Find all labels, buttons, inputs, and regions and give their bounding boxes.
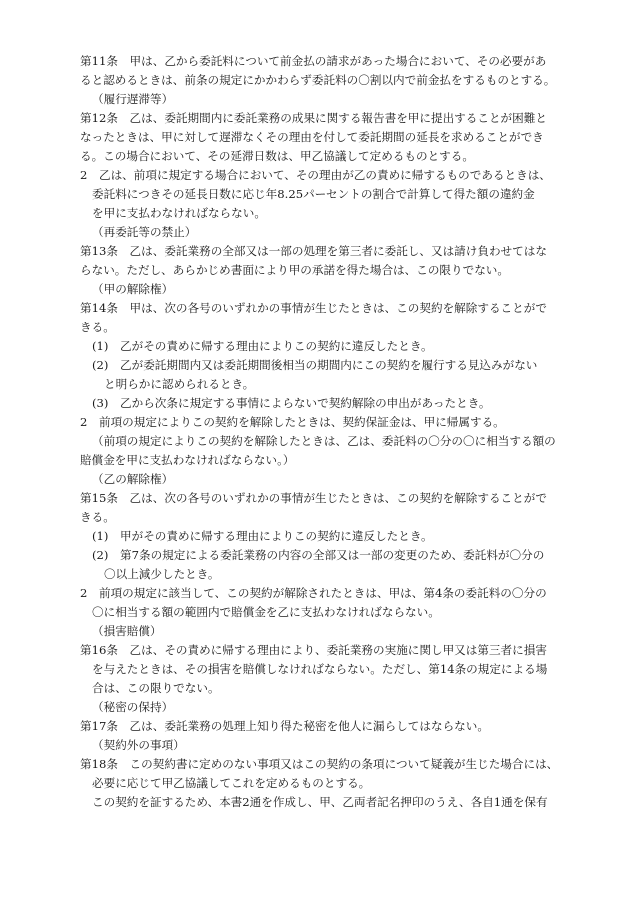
article-14-item-3: (3) 乙から次条に規定する事情によらないで契約解除の申出があったとき。 bbox=[92, 396, 491, 410]
article-15-item-1: (1) 甲がその責めに帰する理由によりこの契約に違反したとき。 bbox=[92, 529, 433, 543]
article-12-line-2: なったときは、甲に対して遅滞なくその理由を付して委託期間の延長を求めることができ bbox=[80, 130, 544, 144]
article-15-para-2-line-1: 2 前項の規定に該当して、この契約が解除されたときは、甲は、第4条の委託料の〇分の bbox=[80, 586, 547, 600]
heading-damages: （損害賠償） bbox=[92, 624, 162, 638]
article-15-line-1: 第15条 乙は、次の各号のいずれかの事情が生じたときは、この契約を解除することがで bbox=[80, 491, 547, 505]
article-12-para-2-line-2: 委託料につきその延長日数に応じ年8.25パーセントの割合で計算して得た額の違約金 bbox=[92, 187, 535, 201]
article-15-item-2-line-2: 〇以上減少したとき。 bbox=[104, 567, 220, 581]
article-18-line-1: 第18条 この契約書に定めのない事項又はこの契約の条項について疑義が生じた場合には、 bbox=[80, 757, 559, 771]
closing-statement: この契約を証するため、本書2通を作成し、甲、乙両者記名押印のうえ、各自1通を保有 bbox=[92, 795, 548, 809]
article-14-line-1: 第14条 甲は、次の各号のいずれかの事情が生じたときは、この契約を解除することがで bbox=[80, 301, 547, 315]
article-12-para-2-line-1: 2 乙は、前項に規定する場合において、その理由が乙の責めに帰するものであるときは、 bbox=[80, 168, 551, 182]
article-13-line-2: らない。ただし、あらかじめ書面により甲の承諾を得た場合は、この限りでない。 bbox=[80, 263, 509, 277]
article-15-item-2-line-1: (2) 第7条の規定による委託業務の内容の全部又は一部の変更のため、委託料が〇分の bbox=[92, 548, 545, 562]
article-16-line-2: を与えたときは、その損害を賠償しなければならない。ただし、第14条の規定による場 bbox=[92, 662, 548, 676]
article-14-item-1: (1) 乙がその責めに帰する理由によりこの契約に違反したとき。 bbox=[92, 339, 433, 353]
heading-party-b-cancellation: （乙の解除権） bbox=[92, 472, 174, 486]
heading-confidentiality: （秘密の保持） bbox=[92, 700, 174, 714]
article-17-line-1: 第17条 乙は、委託業務の処理上知り得た秘密を他人に漏らしてはならない。 bbox=[80, 719, 489, 733]
article-12-para-2-line-3: を甲に支払わなければならない。 bbox=[92, 206, 266, 220]
article-12-line-3: る。この場合において、その延滞日数は、甲乙協議して定めるものとする。 bbox=[80, 149, 474, 163]
article-16-line-1: 第16条 乙は、その責めに帰する理由により、委託業務の実施に関し甲又は第三者に損害 bbox=[80, 643, 547, 657]
article-14-item-2-line-2: と明らかに認められるとき。 bbox=[104, 377, 255, 391]
heading-subcontract: （再委託等の禁止） bbox=[92, 225, 197, 239]
article-14-line-2: きる。 bbox=[80, 320, 115, 334]
article-18-line-2: 必要に応じて甲乙協議してこれを定めるものとする。 bbox=[92, 776, 371, 790]
article-14-note-line-1: （前項の規定によりこの契約を解除したときは、乙は、委託料の〇分の〇に相当する額の bbox=[92, 434, 556, 448]
article-16-line-3: 合は、この限りでない。 bbox=[92, 681, 220, 695]
article-14-para-2: 2 前項の規定によりこの契約を解除したときは、契約保証金は、甲に帰属する。 bbox=[80, 415, 505, 429]
article-14-note-line-2: 賠償金を甲に支払わなければならない。） bbox=[80, 453, 295, 467]
article-14-item-2-line-1: (2) 乙が委託期間内又は委託期間後相当の期間内にこの契約を履行する見込みがない bbox=[92, 358, 538, 372]
heading-party-a-cancellation: （甲の解除権） bbox=[92, 282, 174, 296]
article-12-line-1: 第12条 乙は、委託期間内に委託業務の成果に関する報告書を甲に提出することが困難と bbox=[80, 111, 547, 125]
article-11-line-1: 第11条 甲は、乙から委託料について前金払の請求があった場合において、その必要があ bbox=[80, 54, 547, 68]
article-15-para-2-line-2: 〇に相当する額の範囲内で賠償金を乙に支払わなければならない。 bbox=[92, 605, 440, 619]
heading-other-matters: （契約外の事項） bbox=[92, 738, 185, 752]
heading-delay: （履行遅滞等） bbox=[92, 92, 174, 106]
article-11-line-2: ると認めるときは、前条の規定にかかわらず委託料の〇割以内で前金払をするものとする。 bbox=[80, 73, 556, 87]
article-15-line-2: きる。 bbox=[80, 510, 115, 524]
article-13-line-1: 第13条 乙は、委託業務の全部又は一部の処理を第三者に委託し、又は請け負わせてはな bbox=[80, 244, 547, 258]
